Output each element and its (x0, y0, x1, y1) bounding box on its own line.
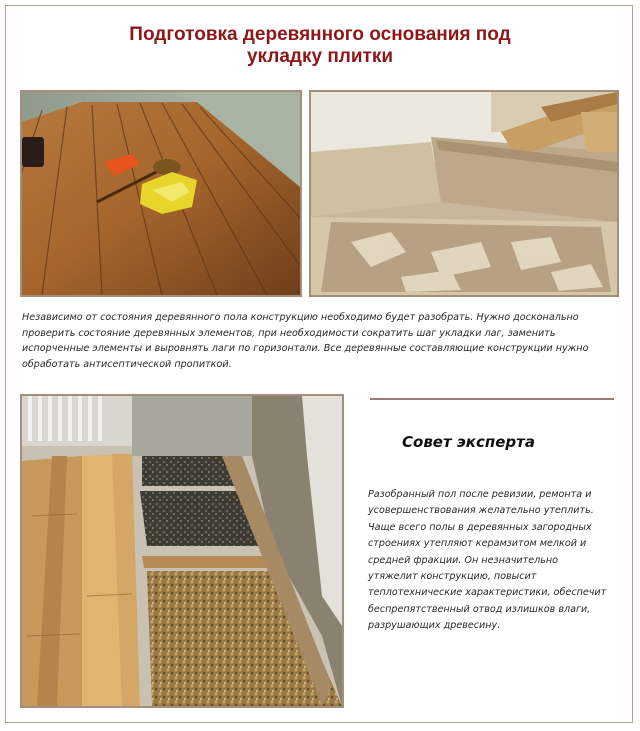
photo-dismantled-joists (309, 90, 619, 297)
photo-expanded-clay-insulation (20, 394, 344, 708)
title-line-2: укладку плитки (246, 46, 394, 67)
divider-line (370, 398, 614, 400)
title-line-1: Подготовка деревянного основания под (129, 24, 511, 45)
page-title (0, 24, 640, 68)
expert-tip-text: Разобранный пол после ревизии, ремонта и усовершенствования желательно утеплить. Чаще всего полы в деревянных загородных строениях утепляют керамзитом мелкой и средней фракции. Он незначительно утяжелит конструкцию, повысит теплотехнические характеристики, обеспечит беспрепятственный отвод излишков влаги, разрушающих древесину. (368, 489, 607, 632)
intro-paragraph: Независимо от состояния деревянного пола конструкцию необходимо будет разобрать. Нужно досконально проверить состояние деревянных элементов, при необходимости сократить шаг укладки лаг, заменить испорченные элементы и выровнять лаги по горизонтали. Все деревянные составляющие конструкции нужно обработать антисептической пропиткой. (22, 312, 589, 370)
photo-old-floorboards (20, 90, 302, 297)
expert-tip-heading: Совет эксперта (402, 433, 535, 451)
